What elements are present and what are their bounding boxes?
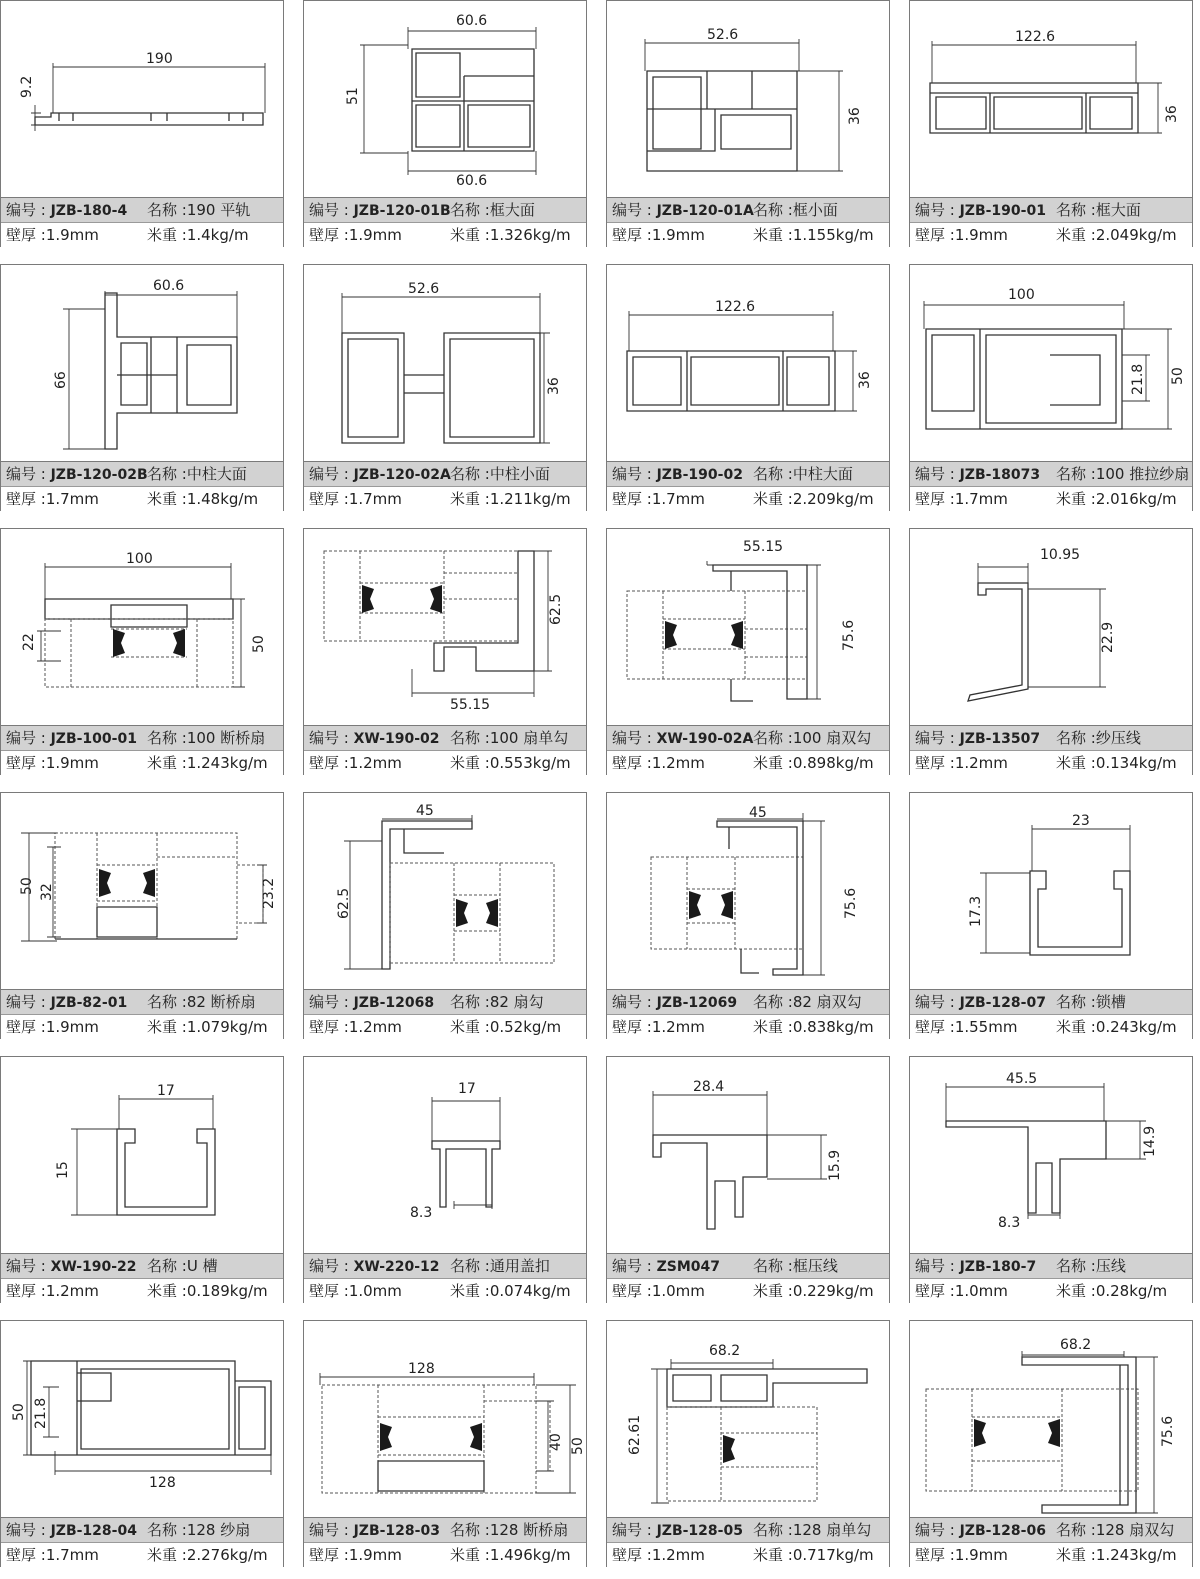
wall-thickness: 1.2mm	[45, 1282, 99, 1300]
dim-label: 17.3	[968, 895, 984, 927]
spec-table: 编号 : JZB-190-02 名称 :中柱大面 壁厚 :1.7mm 米重 :2.209kg/m	[607, 461, 889, 510]
profile-name: 82 断桥扇	[186, 993, 256, 1011]
profile-code: JZB-120-01B	[353, 203, 451, 219]
profile-name: 通用盖扣	[489, 1257, 550, 1275]
spec-table: 编号 : JZB-128-04 名称 :128 纱扇 壁厚 :1.7mm 米重 :2.276kg/m	[1, 1517, 283, 1566]
profile-drawing	[910, 1057, 1192, 1253]
profile-card	[0, 264, 284, 511]
profile-card	[909, 1320, 1193, 1567]
profile-card	[606, 792, 890, 1039]
spec-table: 编号 : JZB-120-02B 名称 :中柱大面 壁厚 :1.7mm 米重 :1.48kg/m	[1, 461, 283, 510]
dim-label: 36	[847, 107, 863, 125]
profile-code: JZB-12068	[353, 995, 435, 1011]
dim-label: 52.6	[707, 27, 739, 43]
wall-thickness: 1.7mm	[45, 490, 99, 508]
profile-drawing	[304, 1321, 586, 1517]
dim-label: 68.2	[1060, 1337, 1092, 1353]
wall-thickness: 1.2mm	[651, 1546, 705, 1564]
wall-thickness: 1.2mm	[348, 1018, 402, 1036]
profile-code: JZB-190-02	[656, 467, 743, 483]
dim-label: 32	[39, 883, 55, 901]
meter-weight: 0.52kg/m	[489, 1018, 562, 1036]
profile-name: 中柱大面	[186, 465, 247, 483]
dim-label: 22	[21, 633, 37, 651]
meter-weight: 1.496kg/m	[489, 1546, 571, 1564]
meter-weight: 1.155kg/m	[792, 226, 874, 244]
wall-thickness: 1.55mm	[954, 1018, 1018, 1036]
wall-thickness: 1.9mm	[651, 226, 705, 244]
dim-label: 60.6	[456, 173, 488, 189]
wall-thickness: 1.7mm	[348, 490, 402, 508]
dim-label: 60.6	[153, 278, 185, 294]
profile-code: JZB-190-01	[959, 203, 1046, 219]
spec-table: 编号 : JZB-82-01 名称 :82 断桥扇 壁厚 :1.9mm 米重 :1.079kg/m	[1, 989, 283, 1038]
dim-label: 62.5	[548, 593, 564, 625]
profile-card	[303, 264, 587, 511]
profile-drawing	[304, 1, 586, 197]
profile-code: JZB-128-03	[353, 1523, 440, 1539]
meter-weight: 2.276kg/m	[186, 1546, 268, 1564]
dim-label: 36	[1164, 105, 1180, 123]
meter-weight: 0.229kg/m	[792, 1282, 874, 1300]
profile-drawing	[910, 265, 1192, 461]
meter-weight: 1.326kg/m	[489, 226, 571, 244]
dim-label: 36	[857, 371, 873, 389]
profile-name: 100 断桥扇	[186, 729, 266, 747]
profile-drawing	[607, 793, 889, 989]
profile-drawing	[304, 793, 586, 989]
meter-weight: 1.079kg/m	[186, 1018, 268, 1036]
profile-code: JZB-180-7	[959, 1259, 1037, 1275]
wall-thickness: 1.2mm	[651, 754, 705, 772]
profile-card	[909, 1056, 1193, 1303]
profile-drawing	[304, 1057, 586, 1253]
profile-drawing	[304, 265, 586, 461]
dim-label: 75.6	[1160, 1415, 1176, 1447]
dim-label: 45	[749, 805, 767, 821]
profile-name: 框压线	[792, 1257, 838, 1275]
meter-weight: 1.48kg/m	[186, 490, 259, 508]
meter-weight: 0.717kg/m	[792, 1546, 874, 1564]
profile-code: JZB-120-02B	[50, 467, 148, 483]
profile-drawing	[1, 793, 283, 989]
dim-label: 21.8	[1130, 363, 1146, 395]
meter-weight: 1.4kg/m	[186, 226, 249, 244]
dim-label: 50	[19, 877, 35, 895]
profile-code: JZB-120-01A	[656, 203, 754, 219]
wall-thickness: 1.9mm	[954, 1546, 1008, 1564]
dim-label: 62.5	[336, 887, 352, 919]
meter-weight: 0.074kg/m	[489, 1282, 571, 1300]
dim-label: 45	[416, 803, 434, 819]
dim-label: 100	[1008, 287, 1035, 303]
spec-table: 编号 : JZB-128-05 名称 :128 扇单勾 壁厚 :1.2mm 米重 :0.717kg/m	[607, 1517, 889, 1566]
dim-label: 45.5	[1006, 1071, 1038, 1087]
spec-table: 编号 : XW-220-12 名称 :通用盖扣 壁厚 :1.0mm 米重 :0.074kg/m	[304, 1253, 586, 1302]
profile-drawing	[910, 793, 1192, 989]
spec-table: 编号 : XW-190-02A 名称 :100 扇双勾 壁厚 :1.2mm 米重 :0.898kg/m	[607, 725, 889, 774]
meter-weight: 2.049kg/m	[1095, 226, 1177, 244]
profile-code: ZSM047	[656, 1259, 720, 1275]
profile-name: 压线	[1095, 1257, 1126, 1275]
meter-weight: 2.016kg/m	[1095, 490, 1177, 508]
profile-card	[0, 792, 284, 1039]
spec-table: 编号 : ZSM047 名称 :框压线 壁厚 :1.0mm 米重 :0.229kg/m	[607, 1253, 889, 1302]
wall-thickness: 1.7mm	[45, 1546, 99, 1564]
profile-name: 框大面	[489, 201, 535, 219]
dim-label: 23.2	[261, 877, 277, 909]
profile-name: 82 扇双勾	[792, 993, 862, 1011]
wall-thickness: 1.9mm	[348, 226, 402, 244]
dim-label: 52.6	[408, 281, 440, 297]
dim-label: 8.3	[410, 1205, 433, 1221]
dim-label: 75.6	[841, 619, 857, 651]
spec-table: 编号 : JZB-128-03 名称 :128 断桥扇 壁厚 :1.9mm 米重 :1.496kg/m	[304, 1517, 586, 1566]
spec-table: 编号 : JZB-128-07 名称 :锁槽 壁厚 :1.55mm 米重 :0.243kg/m	[910, 989, 1192, 1038]
meter-weight: 0.134kg/m	[1095, 754, 1177, 772]
profile-card	[606, 1320, 890, 1567]
wall-thickness: 1.9mm	[45, 754, 99, 772]
meter-weight: 1.243kg/m	[186, 754, 268, 772]
wall-thickness: 1.2mm	[348, 754, 402, 772]
profile-code: XW-220-12	[353, 1259, 440, 1275]
profile-card	[909, 528, 1193, 775]
meter-weight: 0.898kg/m	[792, 754, 874, 772]
profile-card	[303, 1056, 587, 1303]
meter-weight: 2.209kg/m	[792, 490, 874, 508]
dim-label: 28.4	[693, 1079, 725, 1095]
meter-weight: 0.838kg/m	[792, 1018, 874, 1036]
dim-label: 36	[546, 377, 562, 395]
profile-card	[909, 0, 1193, 247]
spec-table: 编号 : JZB-180-7 名称 :压线 壁厚 :1.0mm 米重 :0.28kg/m	[910, 1253, 1192, 1302]
spec-table: 编号 : JZB-12069 名称 :82 扇双勾 壁厚 :1.2mm 米重 :0.838kg/m	[607, 989, 889, 1038]
spec-table: 编号 : JZB-100-01 名称 :100 断桥扇 壁厚 :1.9mm 米重 :1.243kg/m	[1, 725, 283, 774]
spec-table: 编号 : JZB-120-01A 名称 :框小面 壁厚 :1.9mm 米重 :1.155kg/m	[607, 197, 889, 246]
profile-drawing	[304, 529, 586, 725]
profile-drawing	[1, 1057, 283, 1253]
profile-name: 纱压线	[1095, 729, 1141, 747]
profile-drawing	[910, 529, 1192, 725]
profile-card	[909, 792, 1193, 1039]
profile-card	[0, 1320, 284, 1567]
dim-label: 15	[55, 1161, 71, 1179]
spec-table: 编号 : JZB-120-02A 名称 :中柱小面 壁厚 :1.7mm 米重 :1.211kg/m	[304, 461, 586, 510]
profile-code: JZB-128-06	[959, 1523, 1046, 1539]
spec-table: 编号 : JZB-120-01B 名称 :框大面 壁厚 :1.9mm 米重 :1.326kg/m	[304, 197, 586, 246]
profile-drawing	[607, 1057, 889, 1253]
dim-label: 100	[126, 551, 153, 567]
spec-table: 编号 : JZB-180-4 名称 :190 平轨 壁厚 :1.9mm 米重 :1.4kg/m	[1, 197, 283, 246]
dim-label: 51	[345, 87, 361, 105]
spec-table: 编号 : JZB-128-06 名称 :128 扇双勾 壁厚 :1.9mm 米重 :1.243kg/m	[910, 1517, 1192, 1566]
wall-thickness: 1.9mm	[348, 1546, 402, 1564]
profile-card	[0, 1056, 284, 1303]
dim-label: 50	[1170, 367, 1186, 385]
profile-drawing	[910, 1, 1192, 197]
profile-card	[303, 792, 587, 1039]
profile-drawing	[910, 1321, 1192, 1517]
profile-card	[303, 1320, 587, 1567]
meter-weight: 0.553kg/m	[489, 754, 571, 772]
wall-thickness: 1.9mm	[45, 226, 99, 244]
wall-thickness: 1.2mm	[954, 754, 1008, 772]
dim-label: 50	[11, 1403, 27, 1421]
meter-weight: 1.243kg/m	[1095, 1546, 1177, 1564]
dim-label: 66	[53, 371, 69, 389]
profile-drawing	[1, 1, 283, 197]
wall-thickness: 1.7mm	[651, 490, 705, 508]
dim-label: 8.3	[998, 1215, 1021, 1231]
dim-label: 10.95	[1040, 547, 1081, 563]
dim-label: 128	[149, 1475, 176, 1491]
profile-name: 100 扇单勾	[489, 729, 569, 747]
profile-card	[606, 528, 890, 775]
profile-code: JZB-120-02A	[353, 467, 451, 483]
profile-code: JZB-18073	[959, 467, 1041, 483]
profile-code: XW-190-02	[353, 731, 440, 747]
dim-label: 50	[570, 1437, 586, 1455]
profile-code: JZB-82-01	[50, 995, 128, 1011]
wall-thickness: 1.2mm	[651, 1018, 705, 1036]
dim-label: 55.15	[450, 697, 491, 713]
profile-name: 190 平轨	[186, 201, 251, 219]
meter-weight: 1.211kg/m	[489, 490, 571, 508]
dim-label: 62.61	[627, 1414, 643, 1455]
dim-label: 23	[1072, 813, 1090, 829]
profile-name: 82 扇勾	[489, 993, 544, 1011]
dim-label: 122.6	[715, 299, 756, 315]
dim-label: 15.9	[827, 1149, 843, 1181]
dim-label: 190	[146, 51, 173, 67]
spec-table: 编号 : XW-190-02 名称 :100 扇单勾 壁厚 :1.2mm 米重 :0.553kg/m	[304, 725, 586, 774]
profile-card	[0, 528, 284, 775]
profile-drawing	[1, 1321, 283, 1517]
profile-code: JZB-128-07	[959, 995, 1046, 1011]
profile-code: XW-190-02A	[656, 731, 754, 747]
profile-card	[606, 0, 890, 247]
profile-name: 128 扇单勾	[792, 1521, 872, 1539]
profile-name: 中柱大面	[792, 465, 853, 483]
profile-name: 框小面	[792, 201, 838, 219]
dim-label: 17	[157, 1083, 175, 1099]
wall-thickness: 1.7mm	[954, 490, 1008, 508]
spec-table: 编号 : JZB-12068 名称 :82 扇勾 壁厚 :1.2mm 米重 :0.52kg/m	[304, 989, 586, 1038]
profile-code: XW-190-22	[50, 1259, 137, 1275]
dim-label: 22.9	[1100, 621, 1116, 653]
wall-thickness: 1.0mm	[954, 1282, 1008, 1300]
meter-weight: 0.189kg/m	[186, 1282, 268, 1300]
profile-name: 中柱小面	[489, 465, 550, 483]
profile-drawing	[1, 265, 283, 461]
dim-label: 75.6	[843, 887, 859, 919]
wall-thickness: 1.9mm	[954, 226, 1008, 244]
profile-card	[909, 264, 1193, 511]
profile-card	[606, 264, 890, 511]
profile-name: 100 推拉纱扇	[1095, 465, 1190, 483]
profile-code: JZB-13507	[959, 731, 1041, 747]
spec-table: 编号 : JZB-13507 名称 :纱压线 壁厚 :1.2mm 米重 :0.134kg/m	[910, 725, 1192, 774]
profile-code: JZB-100-01	[50, 731, 137, 747]
profile-name: 锁槽	[1095, 993, 1126, 1011]
profile-code: JZB-12069	[656, 995, 738, 1011]
profile-name: 128 扇双勾	[1095, 1521, 1175, 1539]
dim-label: 40	[548, 1433, 564, 1451]
profile-name: 128 断桥扇	[489, 1521, 569, 1539]
profile-name: 框大面	[1095, 201, 1141, 219]
dim-label: 128	[408, 1361, 435, 1377]
dim-label: 14.9	[1142, 1125, 1158, 1157]
profile-drawing	[607, 265, 889, 461]
profile-card	[303, 0, 587, 247]
profile-code: JZB-128-04	[50, 1523, 137, 1539]
dim-label: 55.15	[743, 539, 784, 555]
wall-thickness: 1.0mm	[348, 1282, 402, 1300]
dim-label: 68.2	[709, 1343, 741, 1359]
profile-drawing	[607, 1, 889, 197]
profile-code: JZB-128-05	[656, 1523, 743, 1539]
profile-drawing	[607, 1321, 889, 1517]
spec-table: 编号 : XW-190-22 名称 :U 槽 壁厚 :1.2mm 米重 :0.189kg/m	[1, 1253, 283, 1302]
spec-table: 编号 : JZB-190-01 名称 :框大面 壁厚 :1.9mm 米重 :2.049kg/m	[910, 197, 1192, 246]
profile-drawing	[1, 529, 283, 725]
profile-name: U 槽	[186, 1257, 218, 1275]
profile-drawing	[607, 529, 889, 725]
dim-label: 21.8	[33, 1397, 49, 1429]
meter-weight: 0.28kg/m	[1095, 1282, 1168, 1300]
dim-label: 9.2	[19, 75, 35, 98]
wall-thickness: 1.9mm	[45, 1018, 99, 1036]
profile-card	[0, 0, 284, 247]
profile-code: JZB-180-4	[50, 203, 128, 219]
profile-name: 100 扇双勾	[792, 729, 872, 747]
wall-thickness: 1.0mm	[651, 1282, 705, 1300]
dim-label: 122.6	[1015, 29, 1056, 45]
spec-table: 编号 : JZB-18073 名称 :100 推拉纱扇 壁厚 :1.7mm 米重 :2.016kg/m	[910, 461, 1192, 510]
profile-card	[606, 1056, 890, 1303]
profile-card	[303, 528, 587, 775]
dim-label: 17	[458, 1081, 476, 1097]
meter-weight: 0.243kg/m	[1095, 1018, 1177, 1036]
dim-label: 60.6	[456, 13, 488, 29]
dim-label: 50	[251, 635, 267, 653]
profile-name: 128 纱扇	[186, 1521, 251, 1539]
